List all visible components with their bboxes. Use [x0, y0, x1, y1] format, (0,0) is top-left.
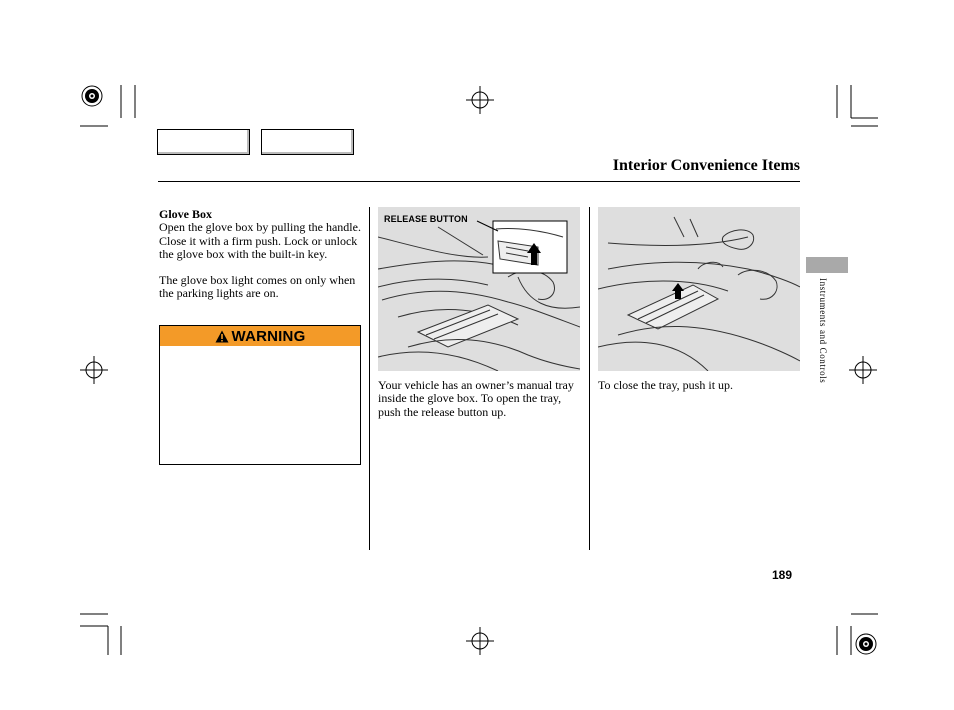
glove-box-section: [159, 208, 364, 301]
column-divider-2: [589, 207, 590, 550]
figure-glove-box-tray: [378, 207, 580, 371]
warning-header: [160, 326, 360, 346]
section-tab: [806, 257, 848, 273]
release-button-callout: RELEASE BUTTON: [384, 214, 468, 224]
glove-box-illustration: [378, 207, 580, 371]
registration-target-bottom-right: [856, 634, 876, 654]
warning-box: [159, 325, 361, 465]
column-divider-1: [369, 207, 370, 550]
figure1-caption: Your vehicle has an owner’s manual tray inside the glove box. To open the tray, push the release button up.: [378, 378, 574, 419]
section-tab-label: Instruments and Controls: [818, 278, 828, 384]
glove-box-paragraph-1: Open the glove box by pulling the handle. Close it with a firm push. Lock or unlock the glove box with the built-in key.: [159, 220, 361, 261]
header-rule: [158, 181, 800, 182]
figure-close-tray: [598, 207, 800, 371]
warning-label: WARNING: [231, 327, 306, 345]
warning-triangle-icon: [215, 330, 229, 343]
registration-target-top-left: [82, 86, 102, 106]
nav-button-2[interactable]: [261, 129, 354, 155]
section-title: Interior Convenience Items: [612, 157, 800, 174]
close-tray-illustration: [598, 207, 800, 371]
figure2-caption: To close the tray, push it up.: [598, 378, 734, 392]
glove-box-paragraph-2: The glove box light comes on only when the parking lights are on.: [159, 273, 356, 301]
glove-box-heading: Glove Box: [159, 207, 212, 221]
page-number: 189: [772, 568, 793, 582]
nav-button-1[interactable]: [157, 129, 250, 155]
